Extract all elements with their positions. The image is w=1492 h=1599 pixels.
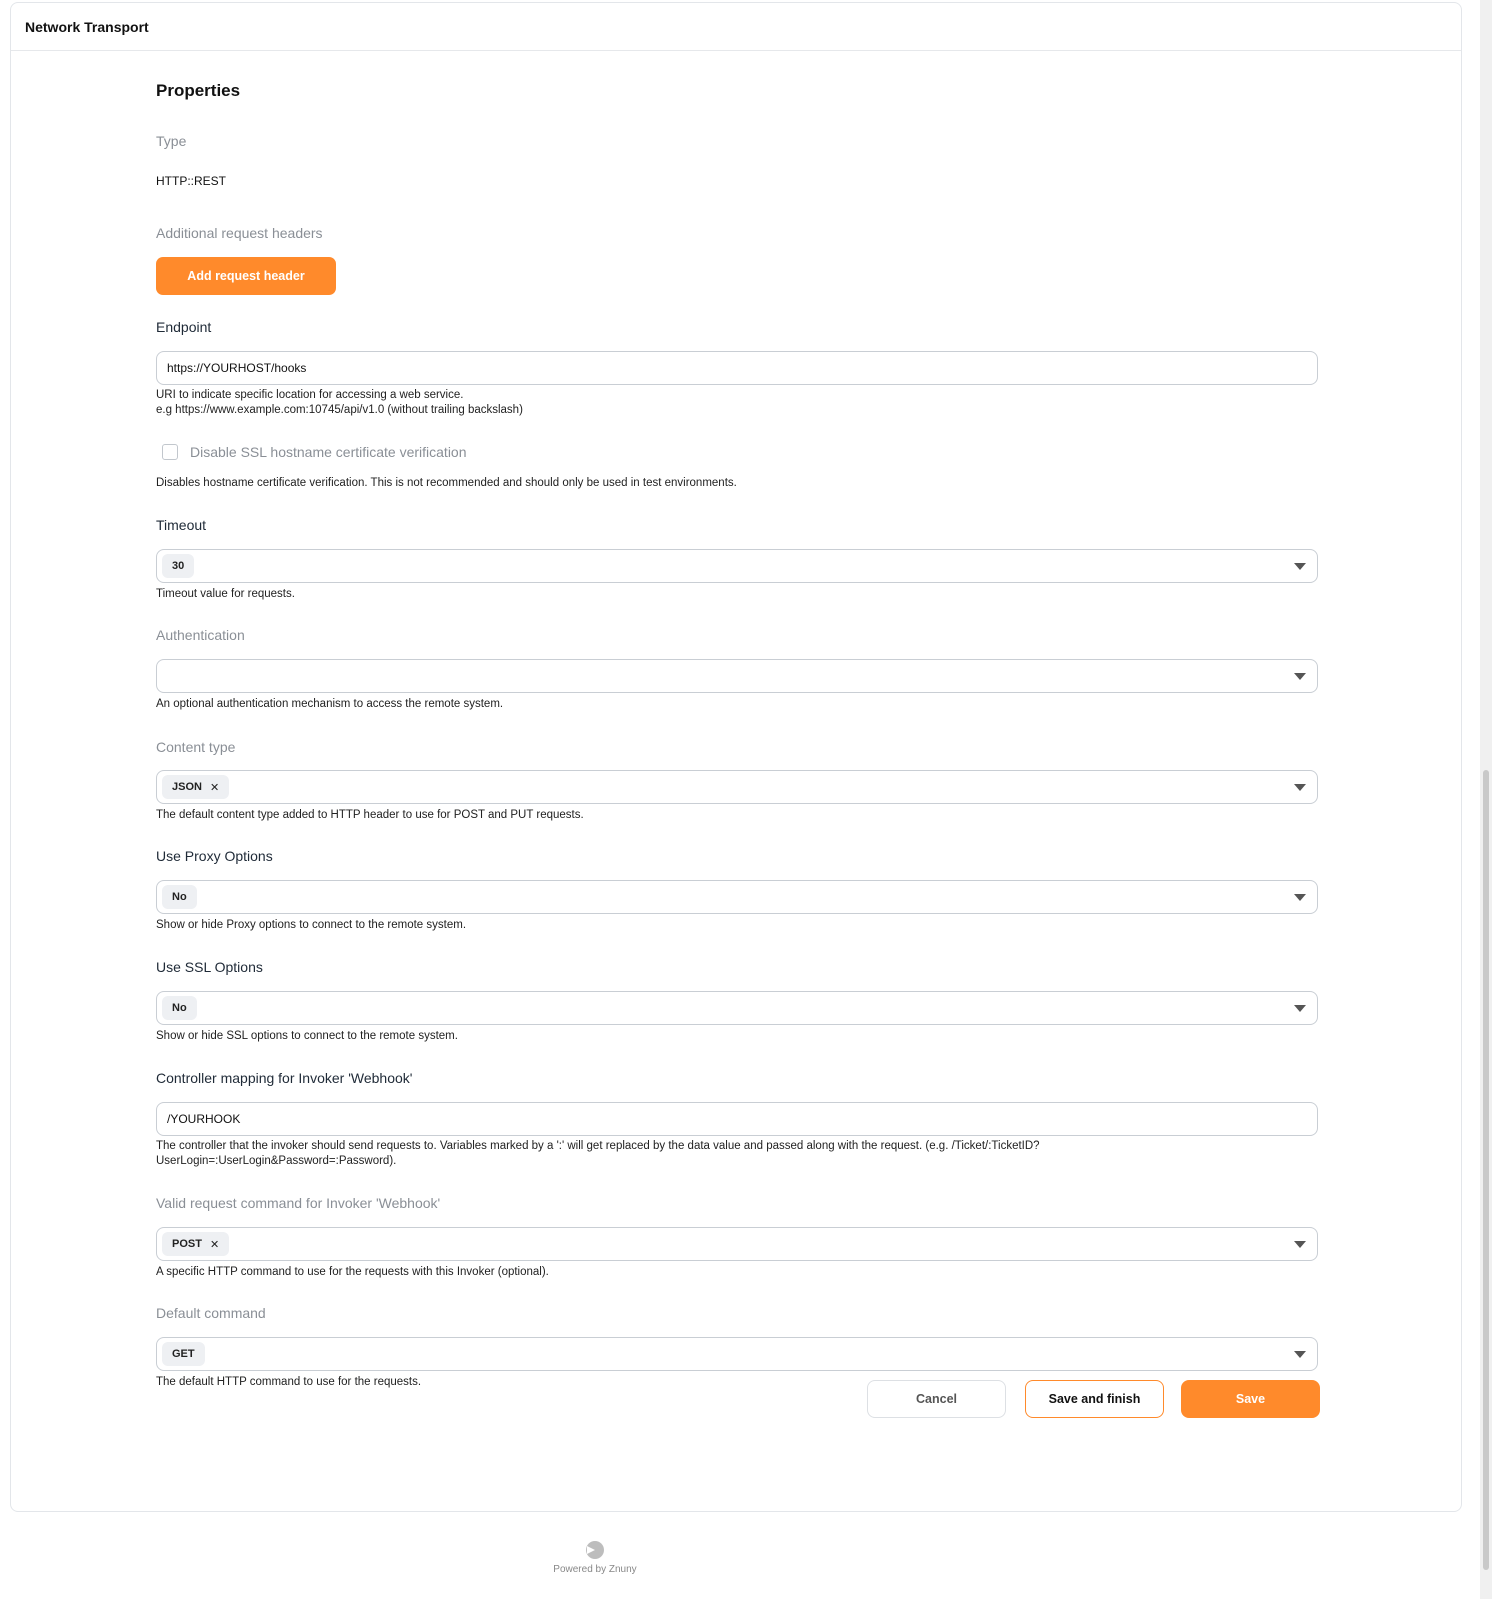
authentication-label: Authentication bbox=[156, 627, 245, 643]
authentication-help: An optional authentication mechanism to access the remote system. bbox=[156, 698, 504, 710]
default-command-select[interactable] bbox=[156, 1337, 1318, 1371]
chevron-down-icon[interactable] bbox=[1294, 1351, 1306, 1358]
footer bbox=[0, 1540, 1190, 1575]
timeout-value: 30 bbox=[172, 560, 185, 572]
content-type-select[interactable] bbox=[156, 770, 1318, 804]
scrollbar-thumb[interactable] bbox=[1483, 770, 1489, 1570]
default-command-help: The default HTTP command to use for the requests. bbox=[156, 1376, 422, 1388]
default-command-label: Default command bbox=[156, 1305, 266, 1321]
type-label: Type bbox=[156, 133, 187, 149]
add-request-header-button[interactable]: Add request header bbox=[156, 257, 336, 295]
checkbox-icon[interactable] bbox=[162, 444, 178, 460]
powered-by-text: Powered by Znuny bbox=[553, 1564, 637, 1575]
controller-help-line2: UserLogin=:UserLogin&Password=:Password). bbox=[156, 1155, 397, 1167]
valid-command-label: Valid request command for Invoker 'Webhook' bbox=[156, 1195, 441, 1211]
ssl-verify-help: Disables hostname certificate verification. This is not recommended and should only be used in test environments. bbox=[156, 477, 737, 489]
proxy-value: No bbox=[172, 891, 187, 903]
ssl-options-chip bbox=[162, 996, 197, 1020]
card-title: Network Transport bbox=[11, 3, 1461, 51]
ssl-options-help: Show or hide SSL options to connect to the remote system. bbox=[156, 1030, 458, 1042]
valid-command-select[interactable] bbox=[156, 1227, 1318, 1261]
endpoint-value: https://YOURHOST/hooks bbox=[167, 361, 307, 375]
proxy-select[interactable] bbox=[156, 880, 1318, 914]
chevron-down-icon[interactable] bbox=[1294, 563, 1306, 570]
type-value: HTTP::REST bbox=[156, 174, 227, 188]
authentication-select[interactable] bbox=[156, 659, 1318, 693]
chevron-down-icon[interactable] bbox=[1294, 673, 1306, 680]
content-type-value: JSON bbox=[172, 781, 202, 793]
timeout-label: Timeout bbox=[156, 517, 207, 533]
remove-chip-icon[interactable]: ✕ bbox=[209, 1238, 220, 1251]
znuny-logo-icon bbox=[585, 1540, 605, 1560]
proxy-label: Use Proxy Options bbox=[156, 848, 273, 864]
request-headers-label: Additional request headers bbox=[156, 225, 323, 241]
endpoint-help-line1: URI to indicate specific location for accessing a web service. bbox=[156, 389, 464, 401]
default-command-value: GET bbox=[172, 1348, 195, 1360]
timeout-help: Timeout value for requests. bbox=[156, 588, 295, 600]
content-type-label: Content type bbox=[156, 739, 236, 755]
save-button[interactable]: Save bbox=[1181, 1380, 1320, 1418]
cancel-button[interactable]: Cancel bbox=[867, 1380, 1006, 1418]
chevron-down-icon[interactable] bbox=[1294, 1241, 1306, 1248]
endpoint-input[interactable] bbox=[156, 351, 1318, 385]
endpoint-help-line2: e.g https://www.example.com:10745/api/v1.0 (without trailing backslash) bbox=[156, 404, 523, 416]
endpoint-label: Endpoint bbox=[156, 319, 212, 335]
form-actions bbox=[156, 1380, 1318, 1418]
chevron-down-icon[interactable] bbox=[1294, 784, 1306, 791]
chevron-down-icon[interactable] bbox=[1294, 894, 1306, 901]
ssl-options-value: No bbox=[172, 1002, 187, 1014]
content-type-chip bbox=[162, 775, 229, 799]
ssl-options-select[interactable] bbox=[156, 991, 1318, 1025]
controller-value: /YOURHOOK bbox=[167, 1112, 241, 1126]
endpoint-help bbox=[156, 388, 523, 418]
ssl-verify-label[interactable]: Disable SSL hostname certificate verification bbox=[190, 444, 467, 460]
scrollbar[interactable] bbox=[1480, 0, 1492, 1599]
content-type-help: The default content type added to HTTP header to use for POST and PUT requests. bbox=[156, 809, 584, 821]
valid-command-chip bbox=[162, 1232, 229, 1256]
chevron-down-icon[interactable] bbox=[1294, 1005, 1306, 1012]
timeout-select[interactable] bbox=[156, 549, 1318, 583]
ssl-options-label: Use SSL Options bbox=[156, 959, 263, 975]
proxy-chip bbox=[162, 885, 197, 909]
controller-help bbox=[156, 1139, 1040, 1169]
save-and-finish-button[interactable]: Save and finish bbox=[1025, 1380, 1164, 1418]
proxy-help: Show or hide Proxy options to connect to the remote system. bbox=[156, 919, 467, 931]
section-title: Properties bbox=[156, 81, 241, 100]
network-transport-card bbox=[10, 2, 1462, 1512]
default-command-chip bbox=[162, 1342, 205, 1366]
valid-command-value: POST bbox=[172, 1238, 202, 1250]
valid-command-help: A specific HTTP command to use for the requests with this Invoker (optional). bbox=[156, 1266, 549, 1278]
ssl-verify-row[interactable] bbox=[156, 444, 467, 460]
controller-label: Controller mapping for Invoker 'Webhook' bbox=[156, 1070, 413, 1086]
controller-input[interactable] bbox=[156, 1102, 1318, 1136]
timeout-chip bbox=[162, 554, 194, 578]
controller-help-line1: The controller that the invoker should send requests to. Variables marked by a ':' will get replaced by the data value and passed along with the request. (e.g. /Ticket/:TicketID? bbox=[156, 1140, 1040, 1152]
remove-chip-icon[interactable]: ✕ bbox=[209, 781, 220, 794]
